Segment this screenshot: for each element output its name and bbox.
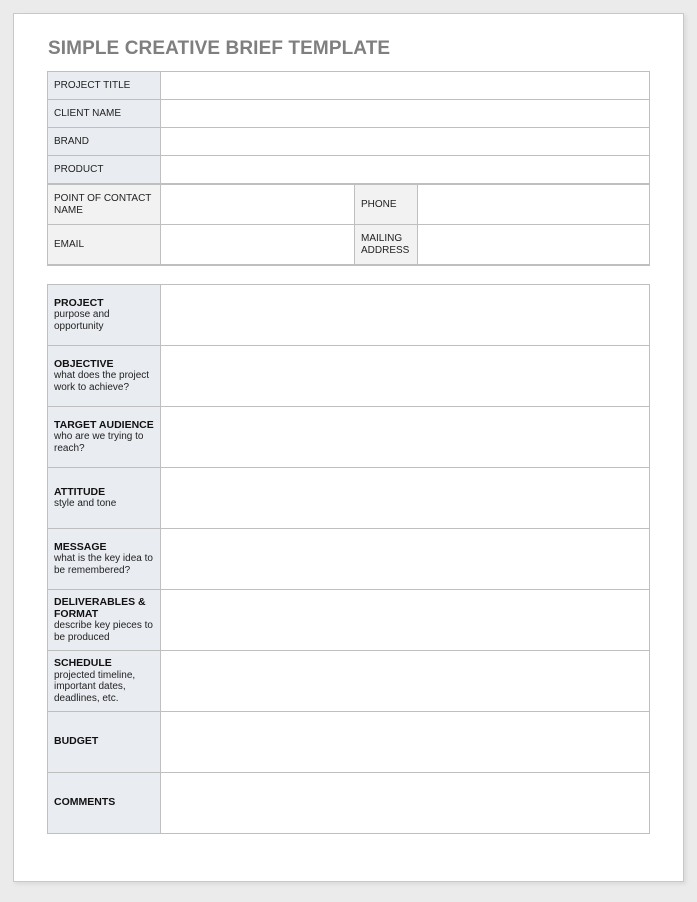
section-description: describe key pieces to be produced bbox=[54, 620, 153, 643]
phone-field[interactable] bbox=[418, 184, 650, 225]
poc-name-label: POINT OF CONTACT NAME bbox=[48, 184, 161, 225]
target-audience-field[interactable] bbox=[161, 407, 650, 468]
section-description: what does the project work to achieve? bbox=[54, 370, 150, 393]
section-heading: BUDGET bbox=[54, 735, 99, 748]
brief-row-project bbox=[48, 285, 650, 346]
brief-row-message bbox=[48, 529, 650, 590]
project-title-label: PROJECT TITLE bbox=[48, 72, 161, 100]
brand-label: BRAND bbox=[48, 128, 161, 156]
brief-row-attitude bbox=[48, 468, 650, 529]
section-heading: COMMENTS bbox=[54, 796, 116, 809]
attitude-field[interactable] bbox=[161, 468, 650, 529]
comments-field[interactable] bbox=[161, 773, 650, 834]
project-title-field[interactable] bbox=[161, 72, 650, 100]
section-description: purpose and opportunity bbox=[54, 309, 110, 332]
section-heading: SCHEDULE bbox=[54, 657, 112, 669]
mailing-address-label: MAILING ADDRESS bbox=[355, 225, 418, 266]
poc-name-field[interactable] bbox=[161, 184, 355, 225]
section-description: style and tone bbox=[54, 498, 117, 509]
message-field[interactable] bbox=[161, 529, 650, 590]
section-heading: ATTITUDE bbox=[54, 485, 106, 498]
brief-row-objective bbox=[48, 346, 650, 407]
section-description: what is the key idea to be remembered? bbox=[54, 553, 153, 576]
schedule-field[interactable] bbox=[161, 651, 650, 712]
email-field[interactable] bbox=[161, 225, 355, 266]
brand-field[interactable] bbox=[161, 128, 650, 156]
section-description: projected timeline, important dates, deadlines, etc. bbox=[54, 669, 136, 704]
client-name-label: CLIENT NAME bbox=[48, 100, 161, 128]
client-name-field[interactable] bbox=[161, 100, 650, 128]
brief-row-schedule bbox=[48, 651, 650, 712]
mailing-address-field[interactable] bbox=[418, 225, 650, 266]
brief-row-deliverables bbox=[48, 590, 650, 651]
section-description: who are we trying to reach? bbox=[54, 431, 144, 454]
section-heading: PROJECT bbox=[54, 296, 104, 309]
section-heading: DELIVERABLES & FORMAT bbox=[54, 596, 146, 620]
product-field[interactable] bbox=[161, 156, 650, 185]
brief-row-budget bbox=[48, 712, 650, 773]
section-heading: TARGET AUDIENCE bbox=[54, 418, 154, 431]
objective-field[interactable] bbox=[161, 346, 650, 407]
phone-label: PHONE bbox=[355, 184, 418, 225]
brief-row-comments bbox=[48, 773, 650, 834]
project-field[interactable] bbox=[161, 285, 650, 346]
section-heading: OBJECTIVE bbox=[54, 357, 114, 370]
page-title: SIMPLE CREATIVE BRIEF TEMPLATE bbox=[48, 38, 391, 59]
product-label: PRODUCT bbox=[48, 156, 161, 185]
brief-sections-table bbox=[47, 284, 650, 834]
budget-field[interactable] bbox=[161, 712, 650, 773]
project-info-table bbox=[47, 71, 650, 266]
deliverables-field[interactable] bbox=[161, 590, 650, 651]
document-page bbox=[13, 13, 684, 882]
brief-row-target-audience bbox=[48, 407, 650, 468]
email-label: EMAIL bbox=[48, 225, 161, 266]
section-heading: MESSAGE bbox=[54, 540, 107, 553]
